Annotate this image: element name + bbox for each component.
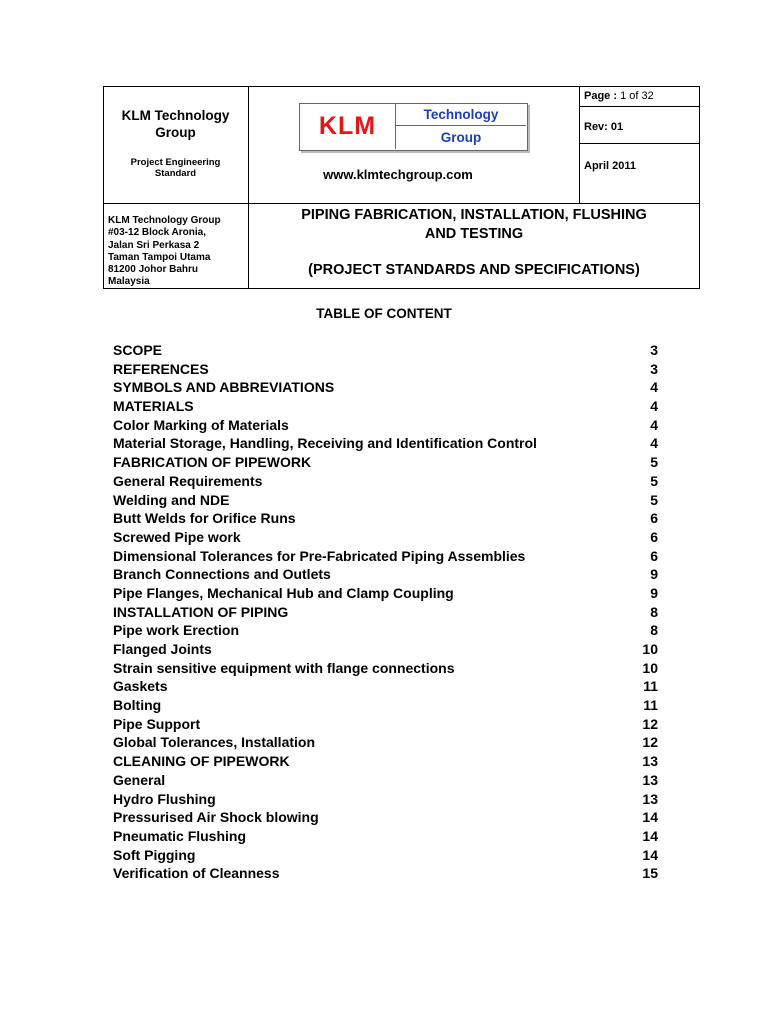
toc-entry[interactable]: [113, 846, 658, 865]
toc-entry-label: General Requirements: [113, 472, 263, 489]
address-line: Taman Tampoi Utama: [108, 251, 211, 263]
address-line: #03-12 Block Aronia,: [108, 227, 207, 239]
toc-entry[interactable]: [113, 491, 658, 510]
toc-entry-page: 15: [642, 865, 658, 882]
toc-entry[interactable]: [113, 659, 658, 678]
logo-tagline-2: Group: [440, 130, 482, 145]
toc-entry-page: 12: [642, 715, 658, 732]
page-value: 1 of 32: [620, 90, 654, 102]
toc-entry[interactable]: [113, 472, 658, 491]
toc-entry-label: Hydro Flushing: [113, 790, 216, 807]
page-label: Page :: [584, 90, 618, 102]
toc-entry[interactable]: [113, 790, 658, 809]
address-line: KLM Technology Group: [108, 215, 221, 226]
toc-entry-page: 11: [643, 697, 658, 714]
divider: [579, 143, 699, 144]
toc-entry-label: INSTALLATION OF PIPING: [113, 603, 289, 620]
toc-entry-page: 14: [642, 846, 658, 863]
toc-heading: TABLE OF CONTENT: [316, 306, 452, 321]
toc-entry[interactable]: [113, 603, 658, 622]
toc-entry-page: 8: [650, 622, 658, 639]
toc-entry-page: 13: [642, 790, 658, 807]
toc-entry-label: Pipe Support: [113, 715, 201, 732]
page-number: [584, 90, 698, 102]
title-line2: AND TESTING: [424, 226, 524, 242]
revision: Rev: 01: [584, 121, 624, 133]
toc-entry[interactable]: [113, 565, 658, 584]
toc-entry[interactable]: [113, 528, 658, 547]
toc-entry[interactable]: [113, 827, 658, 846]
toc-entry-label: Screwed Pipe work: [113, 528, 241, 545]
issue-date: April 2011: [584, 160, 636, 172]
toc-entry-page: 8: [650, 603, 658, 620]
toc-entry[interactable]: [113, 864, 658, 883]
toc-entry-page: 4: [650, 398, 658, 415]
toc-entry-page: 3: [650, 360, 658, 377]
address-line: Malaysia: [108, 276, 150, 288]
document-type-line2: Standard: [154, 168, 197, 179]
toc-entry-page: 10: [642, 659, 658, 676]
toc-entry-label: Pressurised Air Shock blowing: [113, 809, 319, 826]
toc-entry-label: Dimensional Tolerances for Pre-Fabricated Piping Assemblies: [113, 547, 526, 564]
toc-entry-label: MATERIALS: [113, 398, 194, 415]
toc-entry-page: 13: [642, 753, 658, 770]
toc-entry-label: Pipe Flanges, Mechanical Hub and Clamp Coupling: [113, 584, 454, 601]
title-line1: PIPING FABRICATION, INSTALLATION, FLUSHING: [301, 207, 647, 223]
toc-entry-label: Pipe work Erection: [113, 622, 240, 639]
toc-entry[interactable]: [113, 771, 658, 790]
toc-entry-label: Global Tolerances, Installation: [113, 734, 316, 751]
toc-entry-page: 5: [650, 491, 658, 508]
title-line3: (PROJECT STANDARDS AND SPECIFICATIONS): [308, 262, 640, 278]
toc-entry-page: 4: [650, 379, 658, 396]
toc-entry-page: 3: [650, 342, 658, 358]
toc-entry-label: SYMBOLS AND ABBREVIATIONS: [113, 379, 335, 396]
company-name-line1: KLM Technology: [121, 108, 230, 123]
company-name-line2: Group: [155, 125, 196, 140]
toc-entry-page: 14: [642, 809, 658, 826]
toc-entry-page: 13: [642, 771, 658, 788]
toc-entry-page: 5: [650, 472, 658, 489]
toc-entry[interactable]: [113, 453, 658, 472]
toc-entry-page: 10: [642, 641, 658, 657]
website-link[interactable]: www.klmtechgroup.com: [323, 167, 473, 182]
toc-entry-label: REFERENCES: [113, 360, 209, 377]
divider: [248, 87, 249, 203]
toc-entry-label: Color Marking of Materials: [113, 416, 289, 433]
toc-entry[interactable]: [113, 715, 658, 734]
toc-entry[interactable]: [113, 509, 658, 528]
toc-entry-page: 6: [650, 528, 658, 545]
document-type-line1: Project Engineering: [130, 157, 221, 168]
toc-entry[interactable]: [113, 416, 658, 435]
toc-entry-label: Material Storage, Handling, Receiving and Identification Control: [113, 435, 537, 452]
toc-entry-label: Butt Welds for Orifice Runs: [113, 510, 296, 527]
divider: [579, 87, 580, 203]
toc-entry-label: Pneumatic Flushing: [113, 827, 247, 844]
logo-tagline-1: Technology: [396, 104, 526, 126]
toc-entry-page: 11: [643, 678, 658, 695]
toc-entry-page: 5: [650, 454, 658, 471]
toc-entry[interactable]: [113, 360, 658, 379]
toc-entry[interactable]: [113, 397, 658, 416]
toc-entry[interactable]: [113, 378, 658, 397]
toc-entry-page: 12: [642, 734, 658, 751]
toc-entry-page: 6: [650, 510, 658, 527]
address-line: 81200 Johor Bahru: [108, 264, 199, 276]
toc-entry-page: 6: [650, 547, 658, 564]
toc-entry-page: 4: [650, 435, 658, 452]
toc-entry-page: 14: [642, 827, 658, 844]
toc-entry[interactable]: [113, 752, 658, 771]
toc-entry-label: Soft Pigging: [113, 846, 196, 863]
toc-entry-label: Flanged Joints: [113, 641, 212, 657]
toc-entry-label: CLEANING OF PIPEWORK: [113, 753, 290, 770]
divider: [579, 106, 699, 107]
document-type: [104, 157, 247, 179]
divider: [104, 203, 699, 204]
toc-entry-label: SCOPE: [113, 342, 163, 358]
document-title: [249, 206, 699, 280]
toc-entry[interactable]: [113, 341, 658, 360]
toc-entry[interactable]: [113, 677, 658, 696]
toc-entry-label: FABRICATION OF PIPEWORK: [113, 454, 312, 471]
address-line: Jalan Sri Perkasa 2: [108, 239, 200, 251]
toc-entry-page: 4: [650, 416, 658, 433]
toc-entry-label: Strain sensitive equipment with flange connections: [113, 659, 455, 676]
toc-entry[interactable]: [113, 547, 658, 566]
toc-entry-label: Welding and NDE: [113, 491, 230, 508]
logo-brand: KLM: [300, 104, 396, 149]
toc-entry[interactable]: [113, 434, 658, 453]
toc-entry-page: 9: [650, 566, 658, 583]
toc-entry-label: General: [113, 771, 166, 788]
company-address: [108, 215, 248, 289]
toc-entry[interactable]: [113, 696, 658, 715]
toc-entry[interactable]: [113, 733, 658, 752]
company-logo: [299, 103, 528, 151]
toc-entry[interactable]: [113, 640, 658, 659]
toc-entry-label: Bolting: [113, 697, 162, 714]
table-of-contents: [113, 341, 658, 883]
toc-entry[interactable]: [113, 808, 658, 827]
toc-entry[interactable]: [113, 621, 658, 640]
toc-entry-label: Verification of Cleanness: [113, 865, 280, 882]
toc-entry-page: 9: [650, 584, 658, 601]
toc-entry-label: Gaskets: [113, 678, 168, 695]
toc-entry-label: Branch Connections and Outlets: [113, 566, 331, 583]
toc-entry[interactable]: [113, 584, 658, 603]
company-name: [104, 107, 247, 141]
